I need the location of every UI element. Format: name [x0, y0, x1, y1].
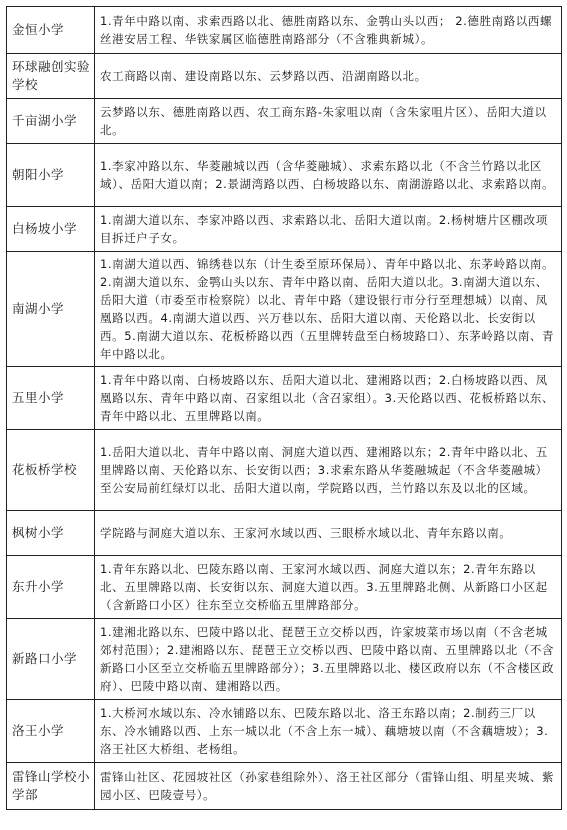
- school-name-cell: 枫树小学: [7, 511, 95, 556]
- table-row: [7, 619, 562, 700]
- table-row: [7, 7, 562, 54]
- table-row: [7, 511, 562, 556]
- school-name-cell: 白杨坡小学: [7, 207, 95, 252]
- school-name-cell: 洛王小学: [7, 700, 95, 763]
- school-name-cell: 雷锋山学校小学部: [7, 763, 95, 810]
- school-name-cell: 花板桥学校: [7, 430, 95, 511]
- table-row: [7, 99, 562, 144]
- table-row: [7, 54, 562, 99]
- table-row: [7, 556, 562, 619]
- school-name-cell: 南湖小学: [7, 252, 95, 367]
- table-row: [7, 763, 562, 810]
- district-area-cell: 学院路与洞庭大道以东、王家河水域以西、三眼桥水域以北、青年东路以南。: [95, 511, 562, 556]
- district-area-cell: 1.李家冲路以东、华菱融城以西（含华菱融城）、求索东路以北（不含兰竹路以北区域）、岳阳大道以南；2.景湖湾路以西、白杨坡路以东、南湖游路以北、求索路以南。: [95, 144, 562, 207]
- district-area-cell: 1.青年中路以南、白杨坡路以东、岳阳大道以北、建湘路以西；2.白杨坡路以西、凤凰路以东、青年中路以南、召家组以北（含召家组）。3.天伦路以西、花板桥路以东、青年中路以北、五里牌路以南。: [95, 367, 562, 430]
- school-name-cell: 朝阳小学: [7, 144, 95, 207]
- school-district-table: [6, 6, 562, 810]
- district-area-cell: 1.南湖大道以西、锦绣巷以东（计生委至原环保局）、青年中路以北、东茅岭路以南。2.南湖大道以东、金鹗山头以东、青年中路以南、岳阳大道以北。3.南湖大道以东、岳阳大道（市委至市检察院）以北、青年中路（建设银行市分行至理想城）以南、凤凰路以西。4.南湖大道以西、兴万巷以东、岳阳大道以南、天伦路以北、长安街以西。5.南湖大道以东、花板桥路以西（五里牌转盘至白杨坡路口）、东茅岭路以南、青年中路以北。: [95, 252, 562, 367]
- table-row: [7, 430, 562, 511]
- district-area-cell: 1.青年中路以南、求索西路以北、德胜南路以东、金鹗山头以西； 2.德胜南路以西螺丝港安居工程、华铁家属区临德胜南路部分（不含雅典新城）。: [95, 7, 562, 54]
- table-row: [7, 252, 562, 367]
- table-row: [7, 367, 562, 430]
- table-row: [7, 207, 562, 252]
- district-area-cell: 云梦路以东、德胜南路以西、农工商东路-朱家咀以南（含朱家咀片区）、岳阳大道以北。: [95, 99, 562, 144]
- school-name-cell: 金恒小学: [7, 7, 95, 54]
- table-body: [7, 7, 562, 810]
- district-area-cell: 农工商路以南、建设南路以东、云梦路以西、沿湖南路以北。: [95, 54, 562, 99]
- table-row: [7, 700, 562, 763]
- table-row: [7, 144, 562, 207]
- district-area-cell: 1.岳阳大道以北、青年中路以南、洞庭大道以西、建湘路以东；2.青年中路以北、五里牌路以南、天伦路以东、长安街以西；3.求索东路从华菱融城起（不含华菱融城）至公安局前红绿灯以北、岳阳大道以南，学院路以西，兰竹路以东及以北的区域。: [95, 430, 562, 511]
- school-name-cell: 千亩湖小学: [7, 99, 95, 144]
- district-area-cell: 1.建湘北路以东、巴陵中路以北、琵琶王立交桥以西，许家坡菜市场以南（不含老城郊村范围）；2.建湘路以东、琵琶王立交桥以西、巴陵中路以南、五里牌路以北（不含新路口小区至立交桥临五里牌路部分）；3.五里牌路以北、楼区政府以东（不含楼区政府）、巴陵中路以南、建湘路以西。: [95, 619, 562, 700]
- school-name-cell: 东升小学: [7, 556, 95, 619]
- district-area-cell: 1.大桥河水域以东、冷水铺路以东、巴陵东路以北、洛王东路以南；2.制药三厂以东、冷水铺路以西、上东一城以北（不含上东一城）、藕塘坡以南（不含藕塘坡）；3.洛王社区大桥组、老杨组。: [95, 700, 562, 763]
- district-area-cell: 雷锋山社区、花园坡社区（孙家巷组除外）、洛王社区部分（雷锋山组、明星夹城、紫园小区、巴陵壹号）。: [95, 763, 562, 810]
- school-name-cell: 环球融创实验学校: [7, 54, 95, 99]
- district-area-cell: 1.青年东路以北、巴陵东路以南、王家河水域以西、洞庭大道以东；2.青年东路以北、五里牌路以南、长安街以东、洞庭大道以西。3.五里牌路北侧、从新路口小区起（含新路口小区）往东至立交桥临五里牌路部分。: [95, 556, 562, 619]
- district-area-cell: 1.南湖大道以东、李家冲路以西、求索路以北、岳阳大道以南。2.杨树塘片区棚改项目拆迁户子女。: [95, 207, 562, 252]
- school-name-cell: 五里小学: [7, 367, 95, 430]
- school-name-cell: 新路口小学: [7, 619, 95, 700]
